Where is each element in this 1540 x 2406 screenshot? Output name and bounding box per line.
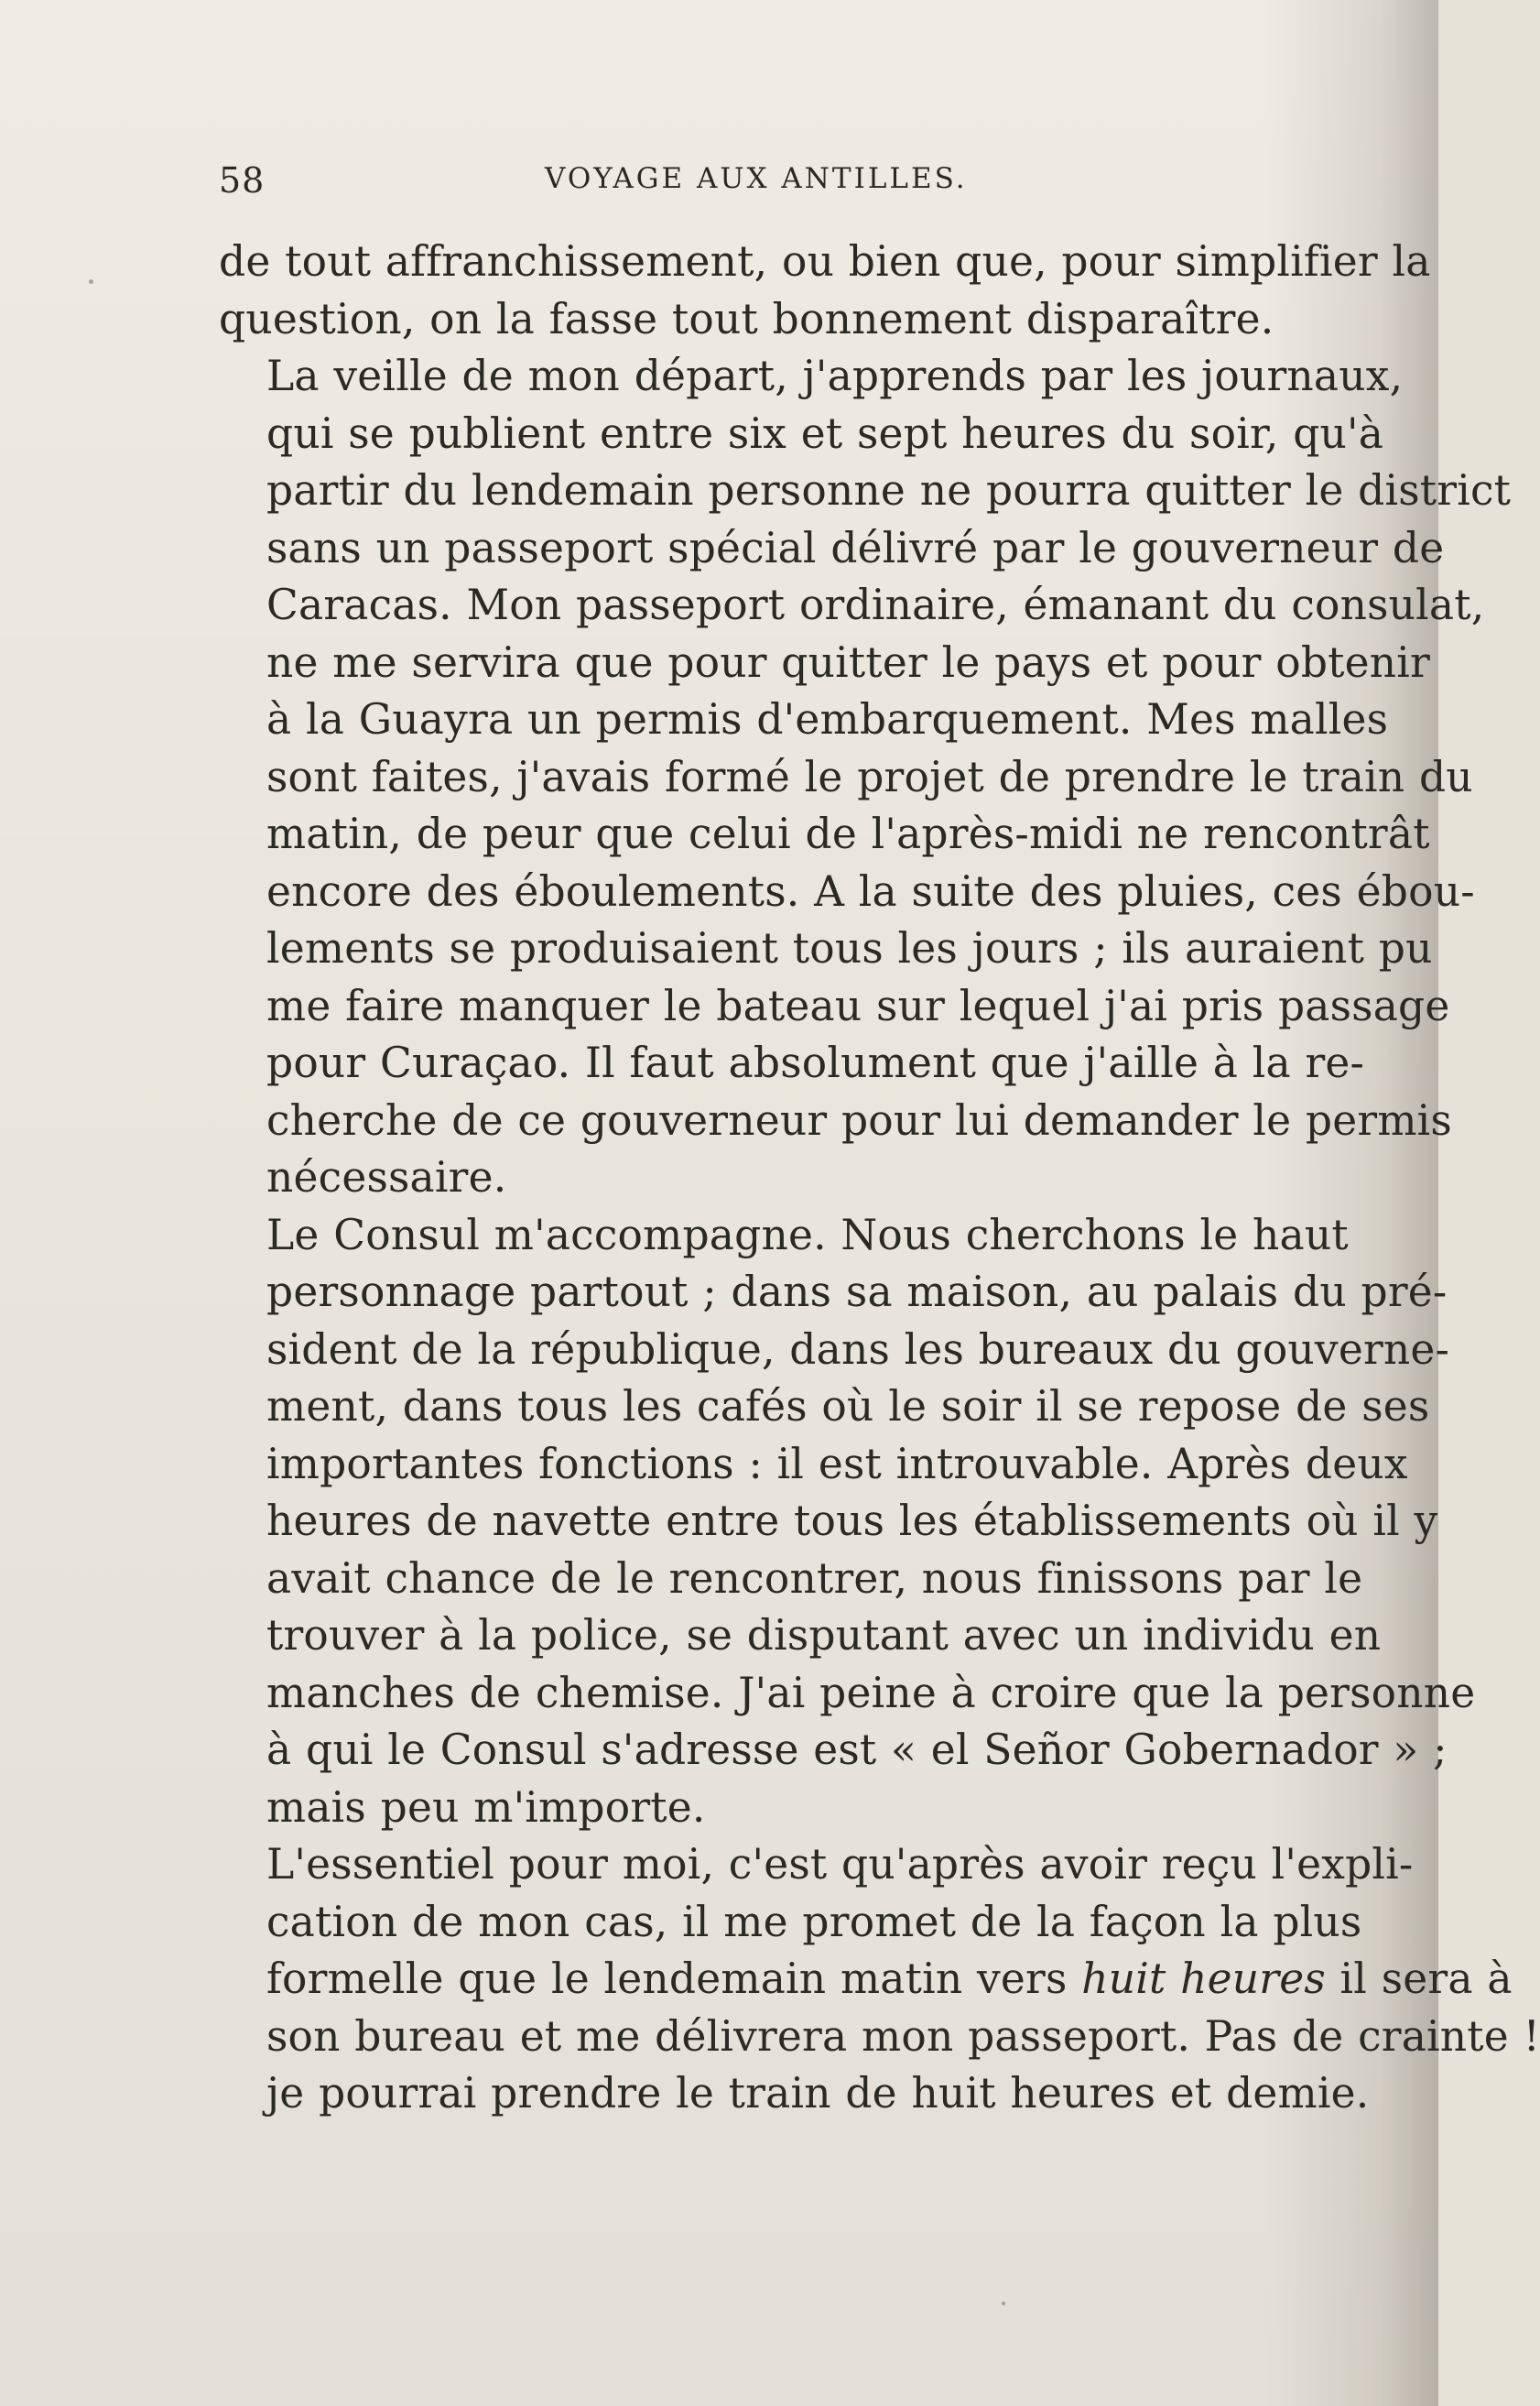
text-line: Le Consul m'accompagne. Nous cherchons le haut [266, 1210, 1349, 1259]
paper-speck [89, 279, 93, 284]
text-line: je pourrai prendre le train de huit heures et demie. [266, 2069, 1370, 2117]
italic-text: huit heures [1081, 1954, 1326, 2003]
text-line: de tout affranchissement, ou bien que, pour simplifier la [219, 237, 1431, 286]
paragraph-1 [219, 234, 1431, 348]
text-line: La veille de mon départ, j'apprends par les journaux, [266, 352, 1404, 400]
text-line: Caracas. Mon passeport ordinaire, émanant du consulat, [266, 581, 1485, 629]
text-line: ne me servira que pour quitter le pays et pour obtenir [266, 637, 1430, 687]
text-line: sans un passeport spécial délivré par le gouverneur de [266, 523, 1445, 572]
text-line: lements se produisaient tous les jours ; ils auraient pu [266, 924, 1433, 973]
text-line: avait chance de le rencontrer, nous finissons par le [266, 1553, 1363, 1603]
text-line: heures de navette entre tous les établissements où il y [266, 1497, 1438, 1545]
text-line: cation de mon cas, il me promet de la façon la plus [266, 1897, 1362, 1946]
paragraph-3 [219, 1207, 1476, 1837]
text-line: me faire manquer le bateau sur lequel j'ai pris passage [266, 981, 1450, 1030]
text-line: nécessaire. [266, 1153, 507, 1202]
running-title: VOYAGE AUX ANTILLES. [545, 162, 968, 195]
text-segment: il sera à [1325, 1954, 1513, 2003]
page-header [219, 160, 1336, 218]
text-line: importantes fonctions : il est introuvable. Après deux [266, 1439, 1408, 1488]
text-line: sident de la république, dans les bureaux du gouverne- [266, 1324, 1450, 1374]
text-line: sont faites, j'avais formé le projet de prendre le train du [266, 752, 1473, 801]
text-segment: formelle que le lendemain matin vers [266, 1954, 1082, 2003]
paragraph-2 [219, 348, 1512, 1207]
text-line: à qui le Consul s'adresse est « el Señor Gobernador » ; [266, 1726, 1448, 1774]
text-line: mais peu m'importe. [266, 1782, 706, 1832]
paper-speck [1002, 2302, 1005, 2305]
text-line: matin, de peur que celui de l'après-midi ne rencontrât [266, 810, 1430, 858]
text-line: question, on la fasse tout bonnement disparaître. [219, 294, 1274, 343]
text-line: pour Curaçao. Il faut absolument que j'aille à la re- [266, 1039, 1365, 1087]
text-line: ment, dans tous les cafés où le soir il se repose de ses [266, 1382, 1430, 1431]
text-line: son bureau et me délivrera mon passeport. Pas de crainte ! [266, 2011, 1540, 2061]
text-line: qui se publient entre six et sept heures du soir, qu'à [266, 408, 1384, 458]
text-line: cherche de ce gouverneur pour lui demander le permis [266, 1095, 1452, 1145]
text-line: encore des éboulements. A la suite des pluies, ces ébou- [266, 866, 1475, 916]
paragraph-4 [219, 1836, 1540, 2123]
text-line: L'essentiel pour moi, c'est qu'après avoir reçu l'expli- [266, 1840, 1414, 1889]
text-line: partir du lendemain personne ne pourra quitter le district [266, 466, 1512, 515]
text-line: personnage partout ; dans sa maison, au palais du pré- [266, 1268, 1448, 1316]
text-line-with-italic [219, 1951, 1513, 2009]
main-text [219, 234, 1540, 2123]
text-line: à la Guayra un permis d'embarquement. Mes malles [266, 695, 1389, 744]
text-line: trouver à la police, se disputant avec un individu en [266, 1611, 1382, 1660]
page-number: 58 [219, 160, 266, 201]
text-line: manches de chemise. J'ai peine à croire que la personne [266, 1668, 1476, 1717]
